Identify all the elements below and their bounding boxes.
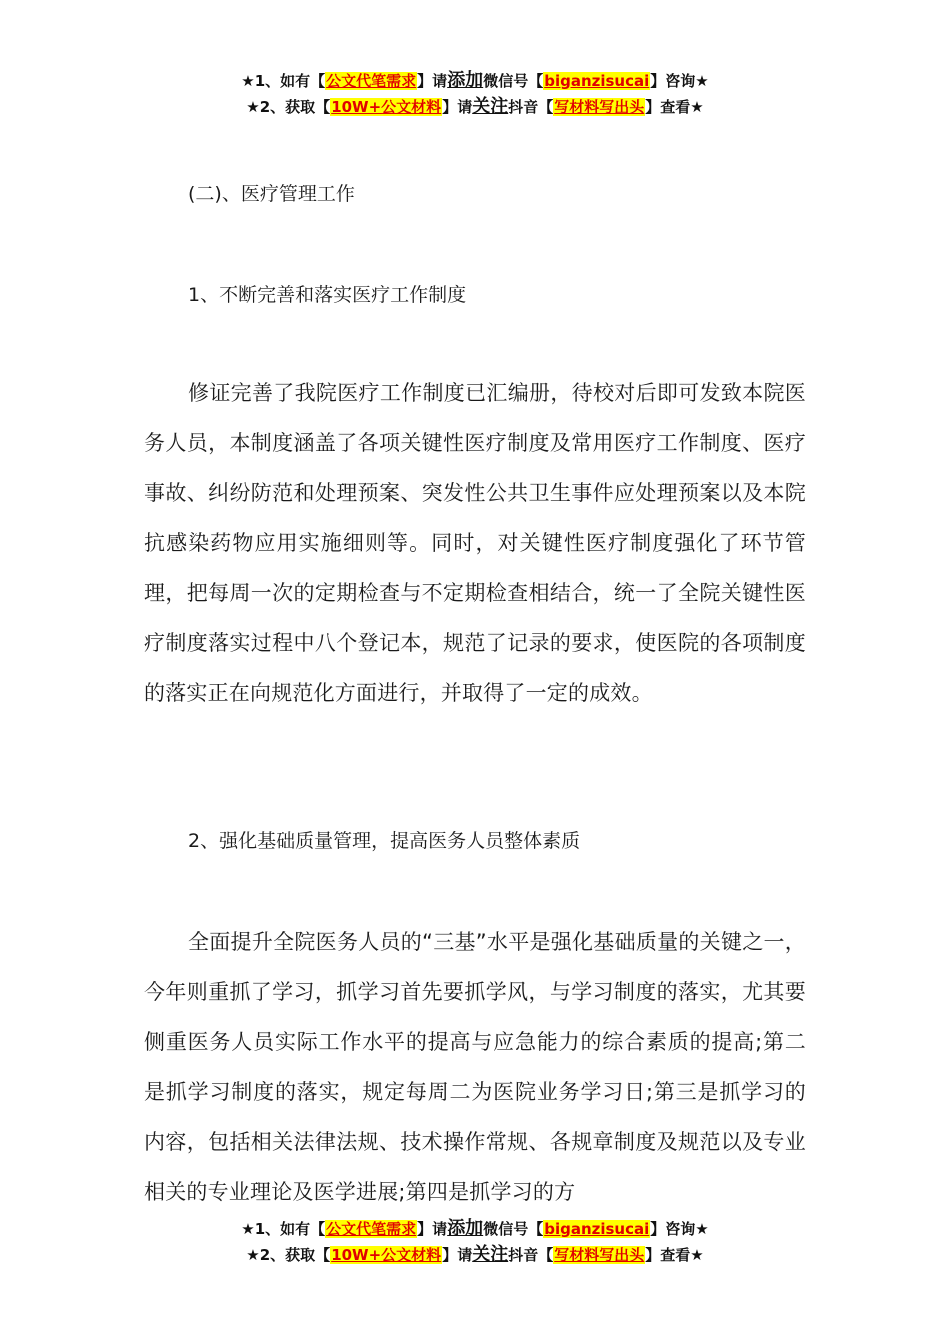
banner-highlight-service: 公文代笔需求 (326, 72, 417, 90)
banner-line-1 (0, 68, 950, 94)
banner-text: 】请 (442, 1246, 473, 1264)
banner-text: 】请 (417, 1220, 448, 1238)
banner-emphasis: 关注 (472, 1244, 509, 1265)
item1-heading: 1、不断完善和落实医疗工作制度 (188, 284, 467, 306)
top-banner (0, 68, 950, 120)
banner-highlight-materials: 10W+公文材料 (331, 98, 442, 116)
banner-text: ★1、如有【 (241, 72, 326, 90)
banner-line-1 (0, 1216, 950, 1242)
item1-paragraph: 修证完善了我院医疗工作制度已汇编册，待校对后即可发致本院医务人员，本制度涵盖了各项关键性医疗制度及常用医疗工作制度、医疗事故、纠纷防范和处理预案、突发性公共卫生事件应处理预案以及本院抗感染药物应用实施细则等。同时，对关键性医疗制度强化了环节管理，把每周一次的定期检查与不定期检查相结合，统一了全院关键性医疗制度落实过程中八个登记本，规范了记录的要求，使医院的各项制度的落实正在向规范化方面进行，并取得了一定的成效。 (144, 381, 806, 705)
item2-heading: 2、强化基础质量管理，提高医务人员整体素质 (188, 830, 581, 852)
banner-line-2 (0, 1242, 950, 1268)
banner-highlight-wechat: biganzisucai (544, 1220, 650, 1238)
banner-text: 抖音【 (508, 1246, 554, 1264)
banner-highlight-douyin: 写材料写出头 (554, 98, 645, 116)
banner-line-2 (0, 94, 950, 120)
section-heading: (二)、医疗管理工作 (188, 183, 355, 205)
banner-text: 】咨询★ (650, 1220, 709, 1238)
banner-highlight-wechat: biganzisucai (544, 72, 650, 90)
banner-emphasis: 添加 (447, 70, 484, 91)
banner-highlight-materials: 10W+公文材料 (331, 1246, 442, 1264)
banner-text: 】查看★ (645, 98, 704, 116)
item2-paragraph: 全面提升全院医务人员的“三基”水平是强化基础质量的关键之一，今年则重抓了学习，抓学习首先要抓学风，与学习制度的落实，尤其要侧重医务人员实际工作水平的提高与应急能力的综合素质的提高;第二是抓学习制度的落实，规定每周二为医院业务学习日;第三是抓学习的内容，包括相关法律法规、技术操作常规、各规章制度及规范以及专业相关的专业理论及医学进展;第四是抓学习的方 (144, 930, 806, 1204)
banner-text: 微信号【 (483, 1220, 544, 1238)
banner-highlight-service: 公文代笔需求 (326, 1220, 417, 1238)
banner-text: 抖音【 (508, 98, 554, 116)
banner-text: ★2、获取【 (246, 98, 331, 116)
banner-text: 微信号【 (483, 72, 544, 90)
banner-text: 】请 (442, 98, 473, 116)
banner-text: 】查看★ (645, 1246, 704, 1264)
banner-highlight-douyin: 写材料写出头 (554, 1246, 645, 1264)
bottom-banner (0, 1216, 950, 1268)
banner-text: 】咨询★ (650, 72, 709, 90)
banner-text: ★1、如有【 (241, 1220, 326, 1238)
banner-text: 】请 (417, 72, 448, 90)
banner-emphasis: 关注 (472, 96, 509, 117)
banner-text: ★2、获取【 (246, 1246, 331, 1264)
banner-emphasis: 添加 (447, 1218, 484, 1239)
